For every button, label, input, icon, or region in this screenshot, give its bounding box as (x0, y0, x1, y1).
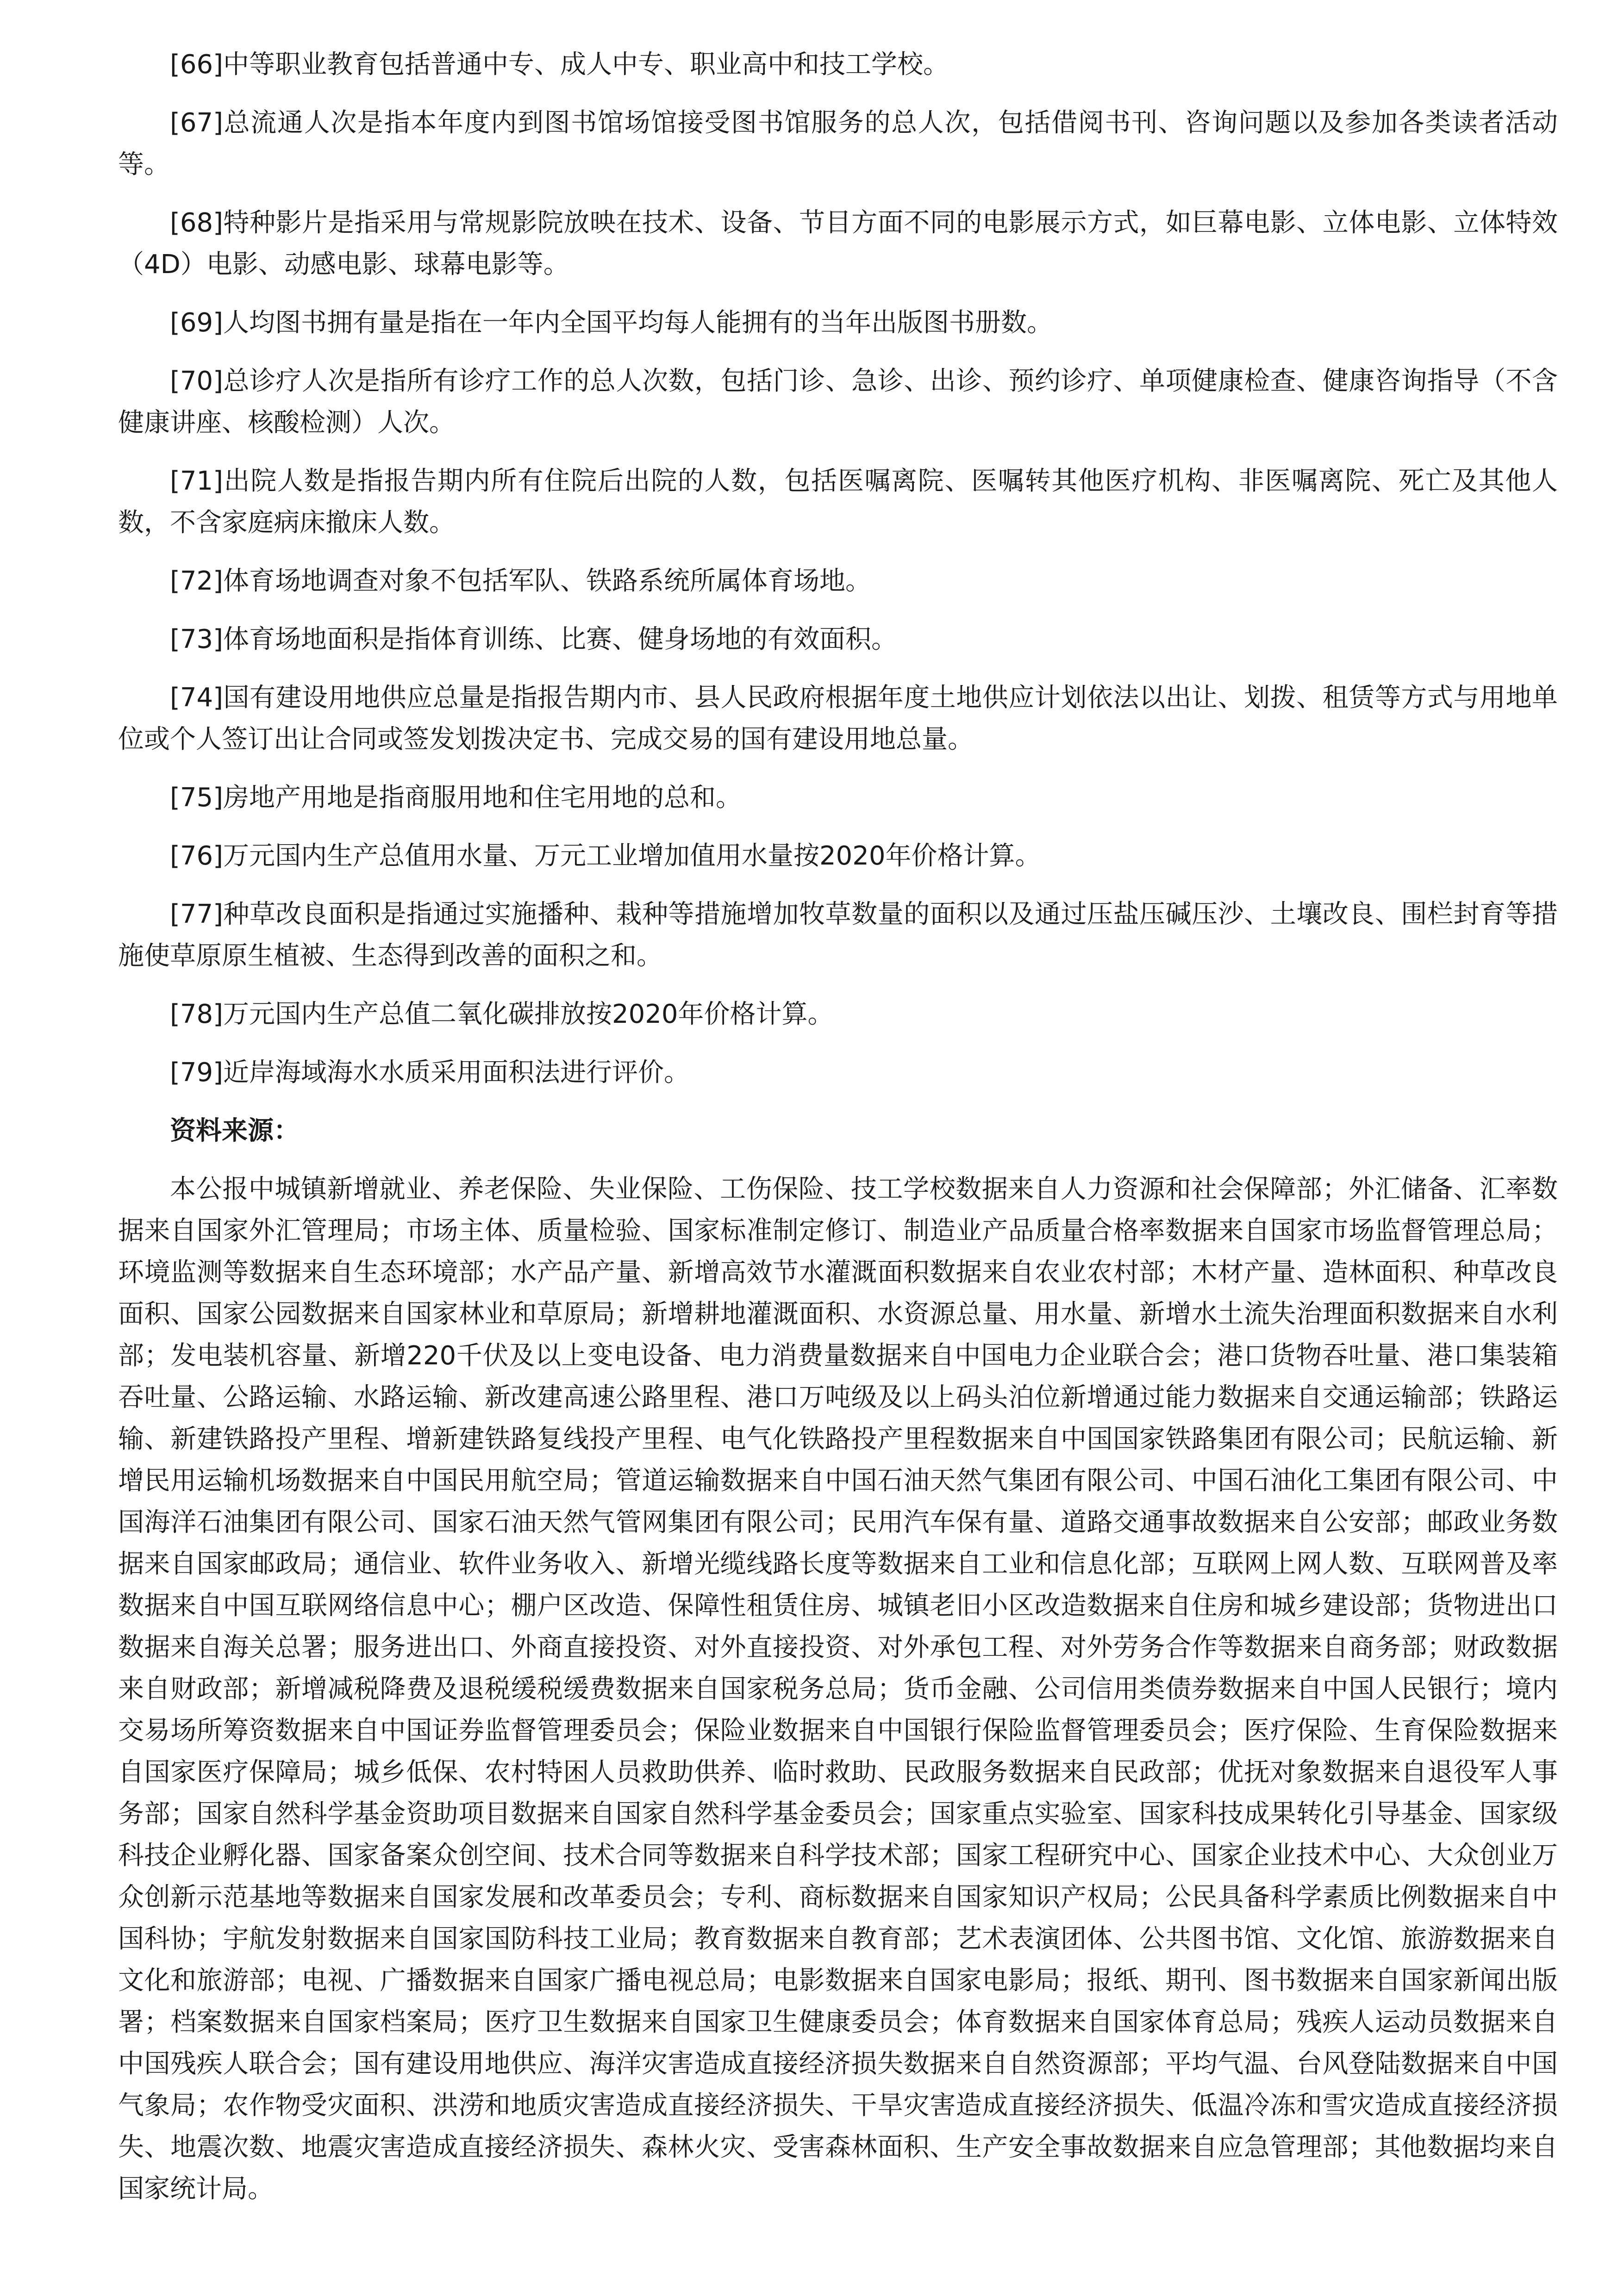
note-text: 万元国内生产总值用水量、万元工业增加值用水量按2020年价格计算。 (223, 841, 1041, 871)
note-number: [74] (170, 683, 223, 713)
sources-heading: 资料来源： (170, 1116, 300, 1146)
note-text: 万元国内生产总值二氧化碳排放按2020年价格计算。 (223, 999, 834, 1029)
note-68 (118, 202, 1558, 286)
note-number: [66] (170, 50, 223, 80)
note-number: [72] (170, 566, 223, 596)
note-78 (118, 994, 1558, 1035)
note-number: [67] (170, 108, 223, 138)
note-text: 特种影片是指采用与常规影院放映在技术、设备、节目方面不同的电影展示方式，如巨幕电影、立体电影、立体特效（4D）电影、动感电影、球幕电影等。 (118, 208, 1558, 280)
note-number: [69] (170, 308, 223, 338)
note-number: [77] (170, 899, 223, 929)
note-71 (118, 460, 1558, 544)
note-69 (118, 302, 1558, 344)
note-text: 种草改良面积是指通过实施播种、栽种等措施增加牧草数量的面积以及通过压盐压碱压沙、土壤改良、围栏封育等措施使草原原生植被、生态得到改善的面积之和。 (118, 899, 1558, 971)
note-text: 体育场地调查对象不包括军队、铁路系统所属体育场地。 (223, 566, 871, 596)
note-77 (118, 894, 1558, 977)
note-number: [73] (170, 624, 223, 654)
note-text: 人均图书拥有量是指在一年内全国平均每人能拥有的当年出版图书册数。 (223, 308, 1053, 338)
note-text: 总流通人次是指本年度内到图书馆场馆接受图书馆服务的总人次，包括借阅书刊、咨询问题以及参加各类读者活动等。 (118, 108, 1558, 180)
note-75 (118, 777, 1558, 819)
note-72 (118, 560, 1558, 602)
note-number: [71] (170, 466, 223, 496)
note-text: 总诊疗人次是指所有诊疗工作的总人次数，包括门诊、急诊、出诊、预约诊疗、单项健康检查、健康咨询指导（不含健康讲座、核酸检测）人次。 (118, 366, 1558, 438)
note-73 (118, 619, 1558, 660)
note-text: 体育场地面积是指体育训练、比赛、健身场地的有效面积。 (223, 624, 897, 654)
note-number: [70] (170, 366, 223, 396)
note-number: [78] (170, 999, 223, 1029)
document-page (118, 44, 1558, 2210)
note-text: 房地产用地是指商服用地和住宅用地的总和。 (223, 783, 742, 813)
sources-body: 本公报中城镇新增就业、养老保险、失业保险、工伤保险、技工学校数据来自人力资源和社会保障部；外汇储备、汇率数据来自国家外汇管理局；市场主体、质量检验、国家标准制定修订、制造业产品质量合格率数据来自国家市场监督管理总局；环境监测等数据来自生态环境部；水产品产量、新增高效节水灌溉面积数据来自农业农村部；木材产量、造林面积、种草改良面积、国家公园数据来自国家林业和草原局；新增耕地灌溉面积、水资源总量、用水量、新增水土流失治理面积数据来自水利部；发电装机容量、新增220千伏及以上变电设备、电力消费量数据来自中国电力企业联合会；港口货物吞吐量、港口集装箱吞吐量、公路运输、水路运输、新改建高速公路里程、港口万吨级及以上码头泊位新增通过能力数据来自交通运输部；铁路运输、新建铁路投产里程、增新建铁路复线投产里程、电气化铁路投产里程数据来自中国国家铁路集团有限公司；民航运输、新增民用运输机场数据来自中国民用航空局；管道运输数据来自中国石油天然气集团有限公司、中国石油化工集团有限公司、中国海洋石油集团有限公司、国家石油天然气管网集团有限公司；民用汽车保有量、道路交通事故数据来自公安部；邮政业务数据来自国家邮政局；通信业、软件业务收入、新增光缆线路长度等数据来自工业和信息化部；互联网上网人数、互联网普及率数据来自中国互联网络信息中心；棚户区改造、保障性租赁住房、城镇老旧小区改造数据来自住房和城乡建设部；货物进出口数据来自海关总署；服务进出口、外商直接投资、对外直接投资、对外承包工程、对外劳务合作等数据来自商务部；财政数据来自财政部；新增减税降费及退税缓税缓费数据来自国家税务总局；货币金融、公司信用类债券数据来自中国人民银行；境内交易场所筹资数据来自中国证券监督管理委员会；保险业数据来自中国银行保险监督管理委员会；医疗保险、生育保险数据来自国家医疗保障局；城乡低保、农村特困人员救助供养、临时救助、民政服务数据来自民政部；优抚对象数据来自退役军人事务部；国家自然科学基金资助项目数据来自国家自然科学基金委员会；国家重点实验室、国家科技成果转化引导基金、国家级科技企业孵化器、国家备案众创空间、技术合同等数据来自科学技术部；国家工程研究中心、国家企业技术中心、大众创业万众创新示范基地等数据来自国家发展和改革委员会；专利、商标数据来自国家知识产权局；公民具备科学素质比例数据来自中国科协；宇航发射数据来自国家国防科技工业局；教育数据来自教育部；艺术表演团体、公共图书馆、文化馆、旅游数据来自文化和旅游部；电视、广播数据来自国家广播电视总局；电影数据来自国家电影局；报纸、期刊、图书数据来自国家新闻出版署；档案数据来自国家档案局；医疗卫生数据来自国家卫生健康委员会；体育数据来自国家体育总局；残疾人运动员数据来自中国残疾人联合会；国有建设用地供应、海洋灾害造成直接经济损失数据来自自然资源部；平均气温、台风登陆数据来自中国气象局；农作物受灾面积、洪涝和地质灾害造成直接经济损失、干旱灾害造成直接经济损失、低温冷冻和雪灾造成直接经济损失、地震次数、地震灾害造成直接经济损失、森林火灾、受害森林面积、生产安全事故数据来自应急管理部；其他数据均来自国家统计局。 (118, 1174, 1558, 2204)
note-70 (118, 361, 1558, 444)
note-76 (118, 835, 1558, 877)
note-number: [68] (170, 208, 223, 238)
note-67 (118, 102, 1558, 186)
note-number: [76] (170, 841, 223, 871)
note-text: 国有建设用地供应总量是指报告期内市、县人民政府根据年度土地供应计划依法以出让、划拨、租赁等方式与用地单位或个人签订出让合同或签发划拨决定书、完成交易的国有建设用地总量。 (118, 683, 1558, 754)
note-number: [79] (170, 1058, 223, 1088)
note-text: 中等职业教育包括普通中专、成人中专、职业高中和技工学校。 (223, 50, 949, 80)
note-66 (118, 44, 1558, 86)
note-79 (118, 1052, 1558, 1094)
note-74 (118, 677, 1558, 760)
note-number: [75] (170, 783, 223, 813)
note-text: 出院人数是指报告期内所有住院后出院的人数，包括医嘱离院、医嘱转其他医疗机构、非医嘱离院、死亡及其他人数，不含家庭病床撤床人数。 (118, 466, 1558, 538)
note-text: 近岸海域海水水质采用面积法进行评价。 (223, 1058, 690, 1088)
